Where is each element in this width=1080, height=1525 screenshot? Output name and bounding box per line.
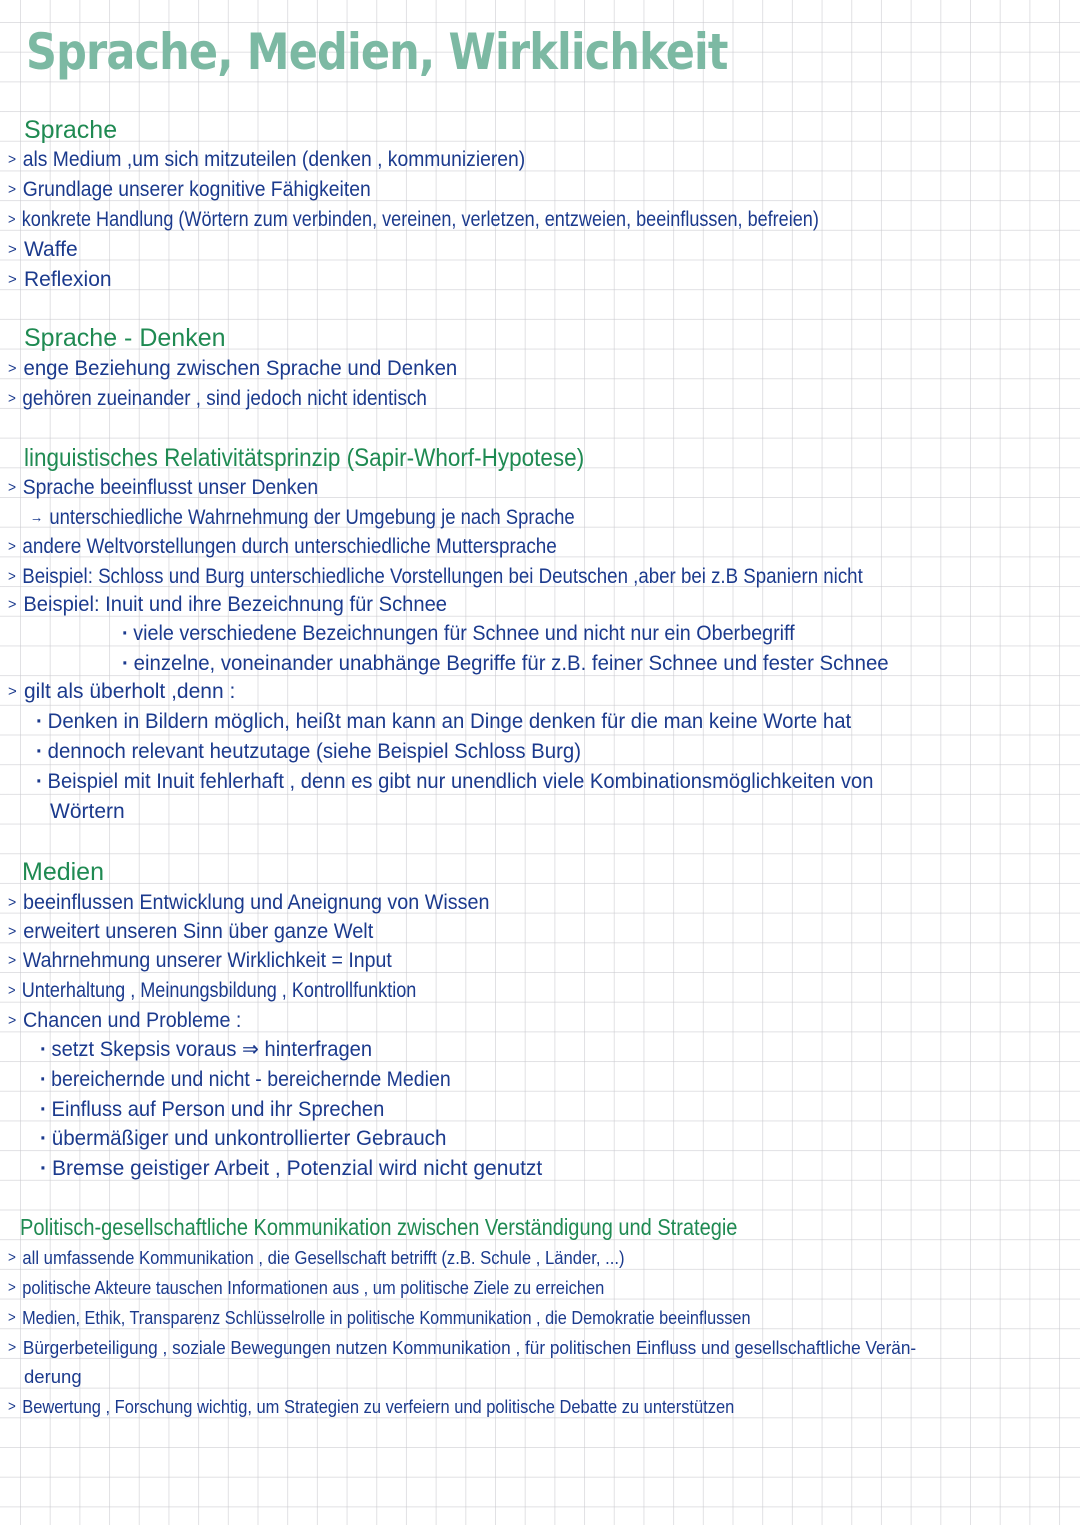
sub-bullet-marker: · xyxy=(122,622,129,645)
list-item: · bereichernde und nicht - bereichernde Medien xyxy=(40,1065,451,1095)
list-item: · einzelne, voneinander unabhänge Begriffe für z.B. feiner Schnee und fester Schnee xyxy=(122,649,889,679)
list-item: > gehören zueinander , sind jedoch nicht identisch xyxy=(8,384,427,414)
sub-bullet-marker: · xyxy=(36,770,43,793)
list-item: · setzt Skepsis voraus ⇒ hinterfragen xyxy=(40,1035,372,1065)
arrow-icon: → xyxy=(30,509,44,526)
bullet-marker: > xyxy=(8,596,17,613)
list-item: > Chancen und Probleme : xyxy=(8,1006,241,1036)
bullet-marker: > xyxy=(8,894,17,911)
sub-bullet-marker: · xyxy=(36,740,43,763)
bullet-marker: > xyxy=(8,982,16,999)
bullet-marker: > xyxy=(8,1012,17,1029)
list-item: > Unterhaltung , Meinungsbildung , Kontrollfunktion xyxy=(8,976,416,1006)
bullet-marker: > xyxy=(8,271,17,288)
list-item: > politische Akteure tauschen Informationen aus , um politische Ziele zu erreichen xyxy=(8,1273,604,1303)
list-item: · übermäßiger und unkontrollierter Gebrauch xyxy=(40,1124,446,1154)
bullet-marker: > xyxy=(8,1398,16,1415)
bullet-marker: > xyxy=(8,181,17,198)
list-item: > Wahrnehmung unserer Wirklichkeit = Input xyxy=(8,946,392,976)
bullet-marker: > xyxy=(8,568,16,585)
list-item: · dennoch relevant heutzutage (siehe Beispiel Schloss Burg) xyxy=(36,737,581,767)
list-item: · Bremse geistiger Arbeit , Potenzial wird nicht genutzt xyxy=(40,1154,542,1184)
list-item: > Waffe xyxy=(8,235,78,265)
sub-bullet-marker: · xyxy=(40,1127,47,1150)
bullet-marker: > xyxy=(8,390,16,407)
list-item: > erweitert unseren Sinn über ganze Welt xyxy=(8,917,373,947)
bullet-marker: > xyxy=(8,538,16,555)
sub-bullet-marker: · xyxy=(40,1068,47,1091)
sub-bullet-marker: · xyxy=(40,1098,47,1121)
sub-bullet-marker: · xyxy=(122,652,129,675)
list-item: > Sprache beeinflusst unser Denken xyxy=(8,473,318,503)
sub-bullet-marker: · xyxy=(36,710,43,733)
page-title: Sprache, Medien, Wirklichkeit xyxy=(26,23,728,81)
list-item: > Grundlage unserer kognitive Fähigkeiten xyxy=(8,175,371,205)
bullet-marker: > xyxy=(8,1249,16,1266)
bullet-marker: > xyxy=(8,1279,16,1296)
bullet-marker: > xyxy=(8,1339,17,1356)
list-item: · viele verschiedene Bezeichnungen für Schnee und nicht nur ein Oberbegriff xyxy=(122,619,795,649)
section-heading-relativitaetsprinzip: linguistisches Relativitätsprinzip (Sapir-Whorf-Hypotese) xyxy=(24,444,585,472)
list-item: > Medien, Ethik, Transparenz Schlüsselrolle in politische Kommunikation , die Demokratie beeinflussen xyxy=(8,1303,751,1333)
list-item: > Bewertung , Forschung wichtig, um Strategien zu verfeiern und politische Debatte zu unterstützen xyxy=(8,1392,734,1422)
list-item: · Denken in Bildern möglich, heißt man kann an Dinge denken für die man keine Worte hat xyxy=(36,707,851,737)
bullet-marker: > xyxy=(8,1309,16,1326)
bullet-marker: > xyxy=(8,211,16,228)
section-heading-sprache: Sprache xyxy=(24,116,118,144)
section-heading-politische-kommunikation: Politisch-gesellschaftliche Kommunikation zwischen Verständigung und Strategie xyxy=(20,1214,738,1240)
bullet-marker: > xyxy=(8,360,17,377)
list-item: > all umfassende Kommunikation , die Gesellschaft betrifft (z.B. Schule , Länder, ...) xyxy=(8,1243,625,1273)
list-item-continuation: Wörtern xyxy=(50,800,125,823)
list-item: > als Medium ,um sich mitzuteilen (denken , kommunizieren) xyxy=(8,145,525,175)
list-item: · Einfluss auf Person und ihr Sprechen xyxy=(40,1095,384,1125)
list-item: > konkrete Handlung (Wörtern zum verbinden, vereinen, verletzen, entzweien, beeinflussen, befreien) xyxy=(8,205,819,235)
list-item: > beeinflussen Entwicklung und Aneignung von Wissen xyxy=(8,888,489,918)
list-item: > Reflexion xyxy=(8,265,112,295)
list-item: > Beispiel: Inuit und ihre Bezeichnung für Schnee xyxy=(8,590,447,620)
list-item: · Beispiel mit Inuit fehlerhaft , denn es gibt nur unendlich viele Kombinationsmöglichkeiten von xyxy=(36,767,873,797)
bullet-marker: > xyxy=(8,151,17,168)
section-heading-medien: Medien xyxy=(22,858,104,886)
sub-bullet-marker: · xyxy=(40,1157,47,1180)
sub-bullet-marker: · xyxy=(40,1038,47,1061)
bullet-marker: > xyxy=(8,923,17,940)
list-item: > Beispiel: Schloss und Burg unterschiedliche Vorstellungen bei Deutschen ,aber bei z.B Spaniern nicht xyxy=(8,562,863,592)
list-item: > gilt als überholt ,denn : xyxy=(8,677,235,707)
list-item: > andere Weltvorstellungen durch unterschiedliche Muttersprache xyxy=(8,532,557,562)
section-heading-sprache-denken: Sprache - Denken xyxy=(24,324,226,352)
bullet-marker: > xyxy=(8,683,17,700)
list-item: > enge Beziehung zwischen Sprache und Denken xyxy=(8,354,457,384)
list-item: > Bürgerbeteiligung , soziale Bewegungen nutzen Kommunikation , für politischen Einfluss und gesellschaftliche Verän- xyxy=(8,1333,916,1363)
list-item: → unterschiedliche Wahrnehmung der Umgebung je nach Sprache xyxy=(30,503,575,533)
bullet-marker: > xyxy=(8,479,17,496)
bullet-marker: > xyxy=(8,952,17,969)
list-item-continuation: derung xyxy=(24,1366,82,1387)
bullet-marker: > xyxy=(8,241,17,258)
